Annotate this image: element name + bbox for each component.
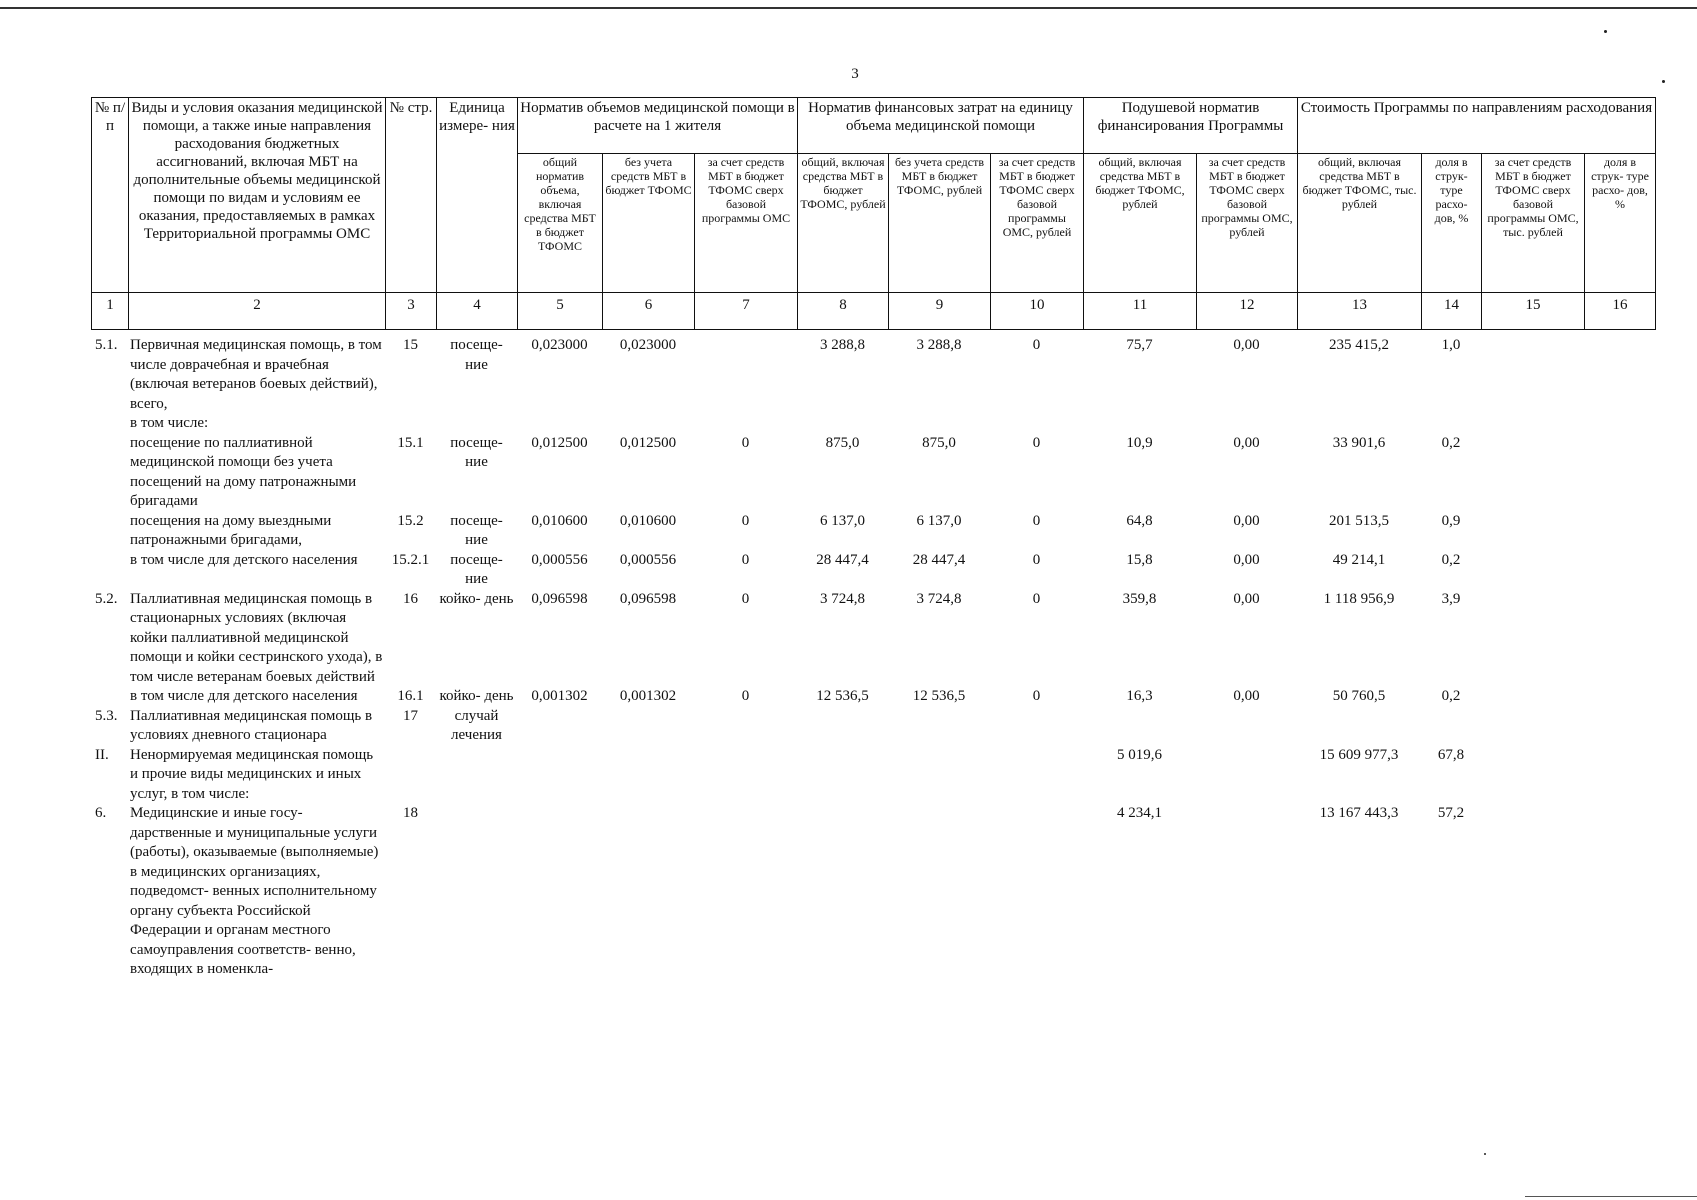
cell-c8 — [797, 804, 888, 980]
scan-speck — [1484, 1153, 1486, 1155]
cell-c8: 6 137,0 — [820, 512, 865, 529]
cell-c7: 0 — [741, 590, 750, 607]
table-row — [91, 804, 1655, 980]
cell-c12 — [1196, 746, 1297, 805]
cell-label: Медицинские и иные госу- дарственные и муниципальные услуги (работы), оказываемые (выполняемые) в медицинских организациях, подведомст- венных исполнительному органу субъекта Российской Федерации и органам местного самоуправления соответств- венно, входящих в номенкла- — [130, 805, 379, 977]
cell-unit: посеще- ние — [450, 337, 503, 373]
cell-c6 — [602, 804, 694, 980]
header-sub-16: доля в струк- туре расхо- дов, % — [1585, 154, 1656, 293]
cell-c12 — [1196, 804, 1297, 980]
cell-str — [385, 746, 436, 805]
table-row — [91, 434, 1655, 512]
header-number: 1 — [92, 293, 129, 330]
cell-idx — [91, 512, 128, 551]
cell-c12: 0,00 — [1233, 512, 1260, 529]
cell-c7: 0 — [741, 512, 750, 529]
cell-c5 — [517, 707, 602, 746]
header-number: 6 — [603, 293, 695, 330]
cell-c7 — [694, 707, 797, 746]
cell-label: посещения на дому выездными патронажными бригадами, — [130, 512, 332, 548]
header-number: 15 — [1482, 293, 1585, 330]
cell-c11: 4 234,1 — [1117, 805, 1162, 821]
cell-str: 17 — [403, 707, 418, 724]
header-sub-9: без учета средств МБТ в бюджет ТФОМС, рублей — [889, 154, 991, 293]
cell-c5 — [517, 414, 602, 434]
cell-c13: 235 415,2 — [1329, 337, 1389, 353]
cell-c8: 3 288,8 — [820, 337, 865, 353]
header-number: 16 — [1585, 293, 1656, 330]
cell-c9: 875,0 — [922, 434, 956, 451]
cell-idx: II. — [95, 746, 109, 763]
cell-c7 — [694, 804, 797, 980]
header-number: 4 — [437, 293, 518, 330]
cell-c16 — [1584, 551, 1655, 590]
table-row — [91, 551, 1655, 590]
header-number: 14 — [1422, 293, 1482, 330]
cell-c10: 0 — [1032, 590, 1041, 607]
cell-c16 — [1584, 804, 1655, 980]
cell-c16 — [1584, 590, 1655, 688]
cell-label: Паллиативная медицинская помощь в стационарных условиях (включая койки паллиативной медицинской помощи и койки сестринского ухода), в том числе ветеранам боевых действий — [130, 590, 383, 685]
cell-c13: 13 167 443,3 — [1319, 805, 1399, 821]
cell-c11: 359,8 — [1122, 590, 1157, 607]
cell-c9: 3 724,8 — [916, 590, 962, 607]
header-sub-5: общий норматив объема, включая средства МБТ в бюджет ТФОМС — [518, 154, 603, 293]
cell-c13 — [1297, 707, 1421, 746]
cell-c6 — [602, 707, 694, 746]
cell-c11: 15,8 — [1126, 551, 1153, 568]
table-row — [91, 707, 1655, 746]
cell-c13: 201 513,5 — [1329, 512, 1389, 529]
table-body — [91, 336, 1655, 980]
cell-unit: койко- день — [439, 688, 514, 704]
cell-c12 — [1196, 414, 1297, 434]
cell-c7: 0 — [741, 688, 750, 704]
cell-c15 — [1481, 590, 1584, 688]
cell-c14: 67,8 — [1437, 746, 1465, 763]
cell-idx: 5.3. — [95, 707, 118, 724]
header-sub-7: за счет средств МБТ в бюджет ТФОМС сверх базовой программы ОМС — [695, 154, 798, 293]
header-sub-8: общий, включая средства МБТ в бюджет ТФОМС, рублей — [798, 154, 889, 293]
cell-c12: 0,00 — [1233, 688, 1260, 704]
cell-label: посещение по паллиативной медицинской помощи без учета посещений на дому патронажными бригадами — [130, 434, 357, 509]
header-group-volume: Норматив объемов медицинской помощи в расчете на 1 жителя — [518, 98, 798, 154]
cell-label: в том числе для детского населения — [130, 551, 358, 568]
table-header — [91, 97, 1656, 330]
header-number: 11 — [1084, 293, 1197, 330]
header-number: 5 — [518, 293, 603, 330]
cell-str: 15.2.1 — [391, 551, 430, 568]
cell-c16 — [1584, 434, 1655, 512]
cell-c14: 57,2 — [1437, 805, 1465, 821]
cell-label: в том числе для детского населения — [130, 688, 358, 704]
cell-c8 — [797, 746, 888, 805]
cell-c8: 12 536,5 — [816, 688, 869, 704]
cell-c5: 0,023000 — [531, 337, 588, 353]
header-number: 8 — [798, 293, 889, 330]
cell-c5 — [517, 804, 602, 980]
cell-str: 15.1 — [397, 434, 424, 451]
table-row — [91, 746, 1655, 805]
cell-c11: 64,8 — [1126, 512, 1153, 529]
cell-c14 — [1421, 414, 1481, 434]
cell-unit — [436, 804, 517, 980]
cell-c6: 0,096598 — [619, 590, 677, 607]
cell-c10: 0 — [1032, 512, 1041, 529]
cell-c16 — [1584, 414, 1655, 434]
cell-c6 — [602, 414, 694, 434]
cell-c14 — [1421, 707, 1481, 746]
cell-c9 — [888, 746, 990, 805]
table-row — [91, 590, 1655, 688]
cell-c6: 0,012500 — [619, 434, 677, 451]
cell-c11: 16,3 — [1126, 688, 1153, 704]
cell-c5: 0,010600 — [531, 512, 588, 529]
cell-c12: 0,00 — [1233, 551, 1260, 568]
cell-c13 — [1297, 414, 1421, 434]
cell-c10: 0 — [1032, 551, 1041, 568]
cell-c7 — [694, 414, 797, 434]
cell-c5: 0,012500 — [531, 434, 588, 451]
page-number: 3 — [851, 66, 859, 82]
header-col-str: № стр. — [386, 98, 437, 293]
cell-c5: 0,000556 — [531, 551, 588, 568]
cell-c15 — [1481, 707, 1584, 746]
cell-c8: 3 724,8 — [820, 590, 865, 607]
cell-c15 — [1481, 414, 1584, 434]
cell-c14: 0,2 — [1441, 434, 1461, 451]
cell-c8 — [797, 414, 888, 434]
header-number: 13 — [1298, 293, 1422, 330]
cell-c7: 0 — [741, 551, 750, 568]
cell-label: Первичная медицинская помощь, в том числе доврачебная и врачебная (включая ветеранов боевых действий), всего, — [130, 337, 382, 412]
cell-c9 — [888, 707, 990, 746]
cell-c6: 0,023000 — [619, 337, 677, 353]
header-sub-13: общий, включая средства МБТ в бюджет ТФОМС, тыс. рублей — [1298, 154, 1422, 293]
cell-c6: 0,000556 — [619, 551, 677, 568]
cell-unit: случай лечения — [451, 707, 502, 743]
cell-c9 — [888, 414, 990, 434]
header-sub-11: общий, включая средства МБТ в бюджет ТФОМС, рублей — [1084, 154, 1197, 293]
cell-unit — [436, 414, 517, 434]
header-group-cost: Норматив финансовых затрат на единицу объема медицинской помощи — [798, 98, 1084, 154]
header-number: 3 — [386, 293, 437, 330]
header-group-program: Стоимость Программы по направлениям расходования — [1298, 98, 1656, 154]
cell-c11 — [1083, 414, 1196, 434]
cell-c10 — [990, 707, 1083, 746]
cell-c12 — [1196, 707, 1297, 746]
cell-c8: 875,0 — [825, 434, 860, 451]
cell-c7: 0 — [741, 434, 750, 451]
cell-c12: 0,00 — [1233, 590, 1260, 607]
cell-c8 — [797, 707, 888, 746]
cell-c14: 0,9 — [1441, 512, 1461, 529]
cell-c10 — [990, 414, 1083, 434]
table-row — [91, 414, 1655, 434]
cell-c6: 0,001302 — [619, 688, 677, 704]
cell-c8: 28 447,4 — [816, 551, 869, 568]
header-group-percapita: Подушевой норматив финансирования Программы — [1084, 98, 1298, 154]
cell-unit — [436, 746, 517, 805]
cell-c6: 0,010600 — [619, 512, 677, 529]
cell-label: в том числе: — [130, 415, 209, 431]
cell-label: Ненормируемая медицинская помощь и прочие виды медицинских и иных услуг, в том числе: — [130, 746, 374, 802]
cell-c14: 0,2 — [1441, 688, 1461, 704]
cell-c10: 0 — [1032, 688, 1041, 704]
scan-speck — [1604, 30, 1607, 33]
header-col-no: № п/п — [92, 98, 129, 293]
cell-str: 18 — [403, 805, 418, 821]
cell-c11: 75,7 — [1126, 337, 1153, 353]
cell-c9: 12 536,5 — [912, 688, 966, 704]
cell-c9: 28 447,4 — [912, 551, 966, 568]
cell-label: Паллиативная медицинская помощь в условиях дневного стационара — [130, 707, 373, 743]
cell-c16 — [1584, 687, 1655, 707]
cell-c13: 33 901,6 — [1332, 434, 1386, 451]
cell-c16 — [1584, 707, 1655, 746]
cell-c15 — [1481, 687, 1584, 707]
cell-c10: 0 — [1032, 337, 1041, 353]
header-number: 2 — [129, 293, 386, 330]
cell-c14: 0,2 — [1441, 551, 1461, 568]
cell-c15 — [1481, 804, 1584, 980]
cell-c15 — [1481, 746, 1584, 805]
header-number: 10 — [991, 293, 1084, 330]
cell-c9: 6 137,0 — [916, 512, 962, 529]
header-sub-14: доля в струк- туре расхо- дов, % — [1422, 154, 1482, 293]
cell-c13: 50 760,5 — [1332, 688, 1386, 704]
table-row — [91, 687, 1655, 707]
cell-unit: койко- день — [439, 590, 514, 607]
cell-c7 — [694, 746, 797, 805]
header-sub-15: за счет средств МБТ в бюджет ТФОМС сверх базовой программы ОМС, тыс. рублей — [1482, 154, 1585, 293]
cell-c14: 3,9 — [1441, 590, 1461, 607]
header-number: 7 — [695, 293, 798, 330]
table-row — [91, 512, 1655, 551]
cell-str: 15.2 — [397, 512, 424, 529]
cell-idx — [91, 687, 128, 707]
cell-c9: 3 288,8 — [916, 337, 962, 353]
cell-c15 — [1481, 551, 1584, 590]
header-sub-10: за счет средств МБТ в бюджет ТФОМС сверх базовой программы ОМС, рублей — [991, 154, 1084, 293]
header-number: 9 — [889, 293, 991, 330]
cell-c12: 0,00 — [1233, 434, 1260, 451]
cell-c13: 1 118 956,9 — [1323, 590, 1395, 607]
cell-idx — [91, 414, 128, 434]
cell-unit: посеще- ние — [450, 512, 503, 548]
header-col-types: Виды и условия оказания медицинской помощи, а также иные направления расходования бюджетных ассигнований, включая МБТ на дополнительные объемы медицинской помощи по видам и условиям ее оказания, предоставляемых в рамках Территориальной программы ОМС — [129, 98, 386, 293]
cell-c11 — [1083, 707, 1196, 746]
scan-edge-bottom — [1525, 1196, 1697, 1197]
cell-c5 — [517, 746, 602, 805]
cell-c13: 49 214,1 — [1332, 551, 1386, 568]
cell-c6 — [602, 746, 694, 805]
cell-str: 16 — [403, 590, 418, 607]
cell-c16 — [1584, 746, 1655, 805]
cell-c16 — [1584, 512, 1655, 551]
table-row — [91, 336, 1655, 414]
cell-unit: посеще- ние — [450, 434, 503, 470]
cell-c16 — [1584, 336, 1655, 414]
header-col-unit: Единица измере- ния — [437, 98, 518, 293]
cell-c10 — [990, 804, 1083, 980]
cell-c5: 0,096598 — [531, 590, 588, 607]
cell-c13: 15 609 977,3 — [1319, 746, 1399, 763]
cell-c14: 1,0 — [1441, 337, 1461, 353]
cell-c12: 0,00 — [1233, 337, 1260, 353]
header-number: 12 — [1197, 293, 1298, 330]
cell-c10: 0 — [1032, 434, 1041, 451]
cell-c15 — [1481, 512, 1584, 551]
header-sub-6: без учета средств МБТ в бюджет ТФОМС — [603, 154, 695, 293]
cell-str: 15 — [403, 337, 418, 353]
cell-str — [385, 414, 436, 434]
cell-c11: 10,9 — [1126, 434, 1153, 451]
cell-c9 — [888, 804, 990, 980]
cell-str: 16.1 — [397, 688, 424, 704]
cell-idx: 6. — [95, 805, 107, 821]
header-sub-12: за счет средств МБТ в бюджет ТФОМС сверх базовой программы ОМС, рублей — [1197, 154, 1298, 293]
cell-idx — [91, 551, 128, 590]
cell-idx: 5.1. — [95, 337, 118, 353]
cell-c7 — [694, 336, 797, 414]
cell-idx: 5.2. — [95, 590, 118, 607]
cell-c10 — [990, 746, 1083, 805]
cell-unit: посеще- ние — [450, 551, 503, 587]
cell-c5: 0,001302 — [531, 688, 588, 704]
cell-c11: 5 019,6 — [1117, 746, 1162, 763]
cell-idx — [91, 434, 128, 512]
cell-c15 — [1481, 336, 1584, 414]
cell-c15 — [1481, 434, 1584, 512]
scan-edge-top — [0, 7, 1697, 9]
